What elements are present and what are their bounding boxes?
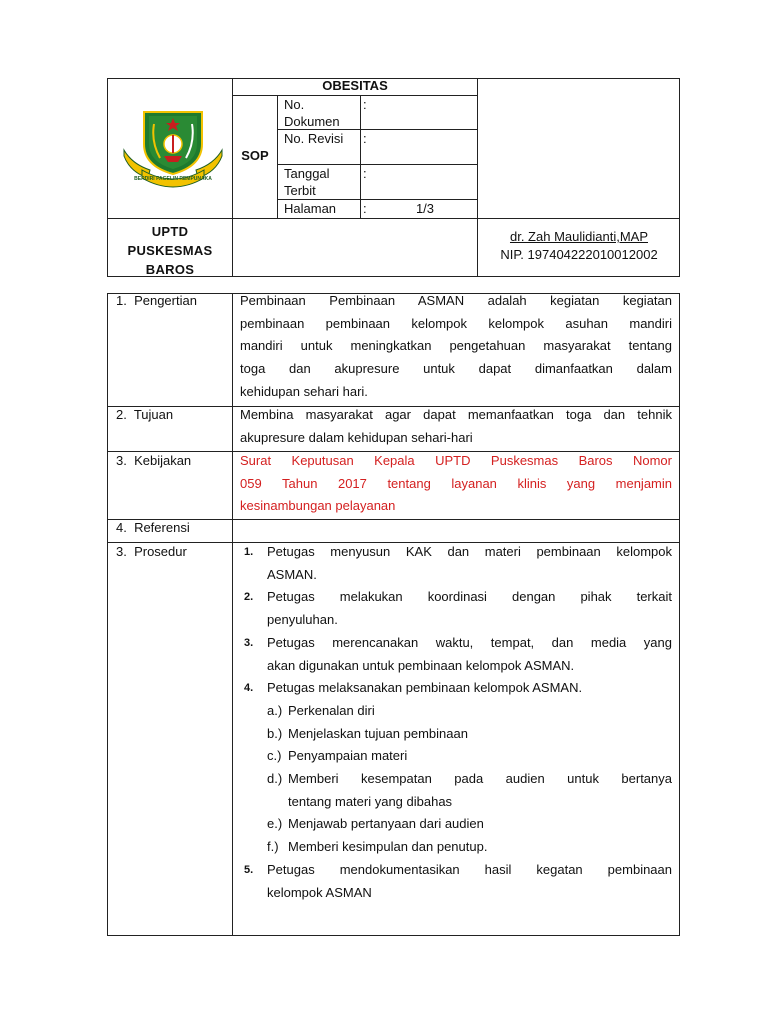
org-line: UPTD <box>151 224 189 239</box>
text-line: Petugas melakukan koordinasi dengan pihak terkait <box>267 589 672 605</box>
text-line: ASMAN. <box>267 566 317 582</box>
text-line: Memberi kesempatan pada audien untuk bertanya <box>288 771 672 787</box>
list-item <box>240 632 672 677</box>
text-line: kehidupan sehari hari. <box>240 383 368 399</box>
sub-list-item <box>267 723 672 746</box>
step-number: 1. <box>244 546 254 558</box>
row-value-halaman: 1/3 <box>415 201 435 216</box>
step-number: 5. <box>244 863 254 876</box>
org-name <box>108 222 232 279</box>
list-item <box>240 586 672 631</box>
text-line: 059 Tahun 2017 tentang layanan klinis yang menjamin <box>240 475 672 491</box>
text-line: Petugas mendokumentasikan hasil kegatan pembinaan <box>267 861 672 877</box>
row-label-tanggal-terbit: Tanggal Terbit <box>284 166 330 198</box>
sub-letter: a.) <box>267 702 283 718</box>
sub-list-item <box>267 813 672 836</box>
org-line: PUSKESMAS <box>127 243 213 258</box>
text-line: Surat Keputusan Kepala UPTD Puskesmas Baros Nomor <box>240 453 672 468</box>
row-label-no-dokumen: No. Dokumen <box>284 97 340 129</box>
text-line: toga dan akupresure untuk dapat dimanfaatkan dalam <box>240 361 672 377</box>
text-line: Petugas melaksanakan pembinaan kelompok ASMAN. <box>267 680 583 696</box>
sub-letter: d.) <box>267 771 283 787</box>
org-line: BAROS <box>145 262 195 277</box>
label-referensi: 4. Referensi <box>116 520 190 535</box>
sub-list-item <box>267 768 672 813</box>
row-label-halaman: Halaman <box>284 201 337 216</box>
text-line: Penyampaian materi <box>288 748 408 764</box>
tujuan-text <box>240 404 672 449</box>
text-line: Menjelaskan tujuan pembinaan <box>288 725 468 741</box>
sub-list-item <box>267 745 672 768</box>
sub-letter: c.) <box>267 748 282 764</box>
signatory-nip: NIP. 197404222010012002 <box>500 247 658 262</box>
label-kebijakan: 3. Kebijakan <box>116 453 192 468</box>
text-line: akupresure dalam kehidupan sehari-hari <box>240 429 473 445</box>
text-line: Membina masyarakat agar dapat memanfaatkan toga dan tehnik <box>240 407 672 422</box>
row-colon: : <box>363 97 367 112</box>
row-colon: : <box>363 131 367 146</box>
sub-letter: b.) <box>267 725 283 741</box>
list-item <box>240 677 672 859</box>
text-line: Petugas merencanakan waktu, tempat, dan media yang <box>267 634 672 650</box>
label-prosedur: 3. Prosedur <box>116 544 187 559</box>
text-line: tentang materi yang dibahas <box>288 793 453 809</box>
sop-title: OBESITAS <box>322 78 388 93</box>
text-line: Perkenalan diri <box>288 702 375 718</box>
puskesmas-logo <box>120 104 226 196</box>
sub-letter: f.) <box>267 839 279 855</box>
step-number: 4. <box>244 682 254 695</box>
sub-list-item <box>267 700 672 723</box>
step-number: 3. <box>244 636 254 649</box>
text-line: Menjawab pertanyaan dari audien <box>288 816 484 832</box>
sub-list-item <box>267 836 672 859</box>
text-line: penyuluhan. <box>267 612 338 628</box>
list-item <box>240 859 672 904</box>
text-line: Pembinaan Pembinaan ASMAN adalah kegiatan kegiatan <box>240 293 672 308</box>
text-line: Memberi kesimpulan dan penutup. <box>288 839 488 855</box>
logo-ribbon-text: BERDIRI PAGELIN REMPUNAKA <box>134 176 212 182</box>
row-label-no-revisi: No. Revisi <box>284 131 344 146</box>
label-tujuan: 2. Tujuan <box>116 407 174 422</box>
text-line: akan digunakan untuk pembinaan kelompok ASMAN. <box>267 657 575 673</box>
kebijakan-text <box>240 450 672 518</box>
label-pengertian: 1. Pengertian <box>116 293 197 308</box>
row-colon: : <box>363 166 367 181</box>
text-line: mandiri untuk meningkatkan pengetahuan masyarakat tentang <box>240 338 672 354</box>
sub-letter: e.) <box>267 816 283 832</box>
text-line: Petugas menyusun KAK dan materi pembinaan kelompok <box>267 544 672 559</box>
text-line: kelompok ASMAN <box>267 884 372 900</box>
pengertian-text <box>240 290 672 404</box>
text-line: pembinaan pembinaan kelompok kelompok asuhan mandiri <box>240 315 672 331</box>
row-colon: : <box>363 201 367 216</box>
text-line: kesinambungan pelayanan <box>240 498 396 514</box>
step-number: 2. <box>244 591 254 604</box>
prosedur-list <box>240 541 672 904</box>
signatory-name: dr. Zah Maulidianti,MAP <box>509 229 648 244</box>
sop-label: SOP <box>241 148 269 163</box>
list-item <box>240 541 672 586</box>
